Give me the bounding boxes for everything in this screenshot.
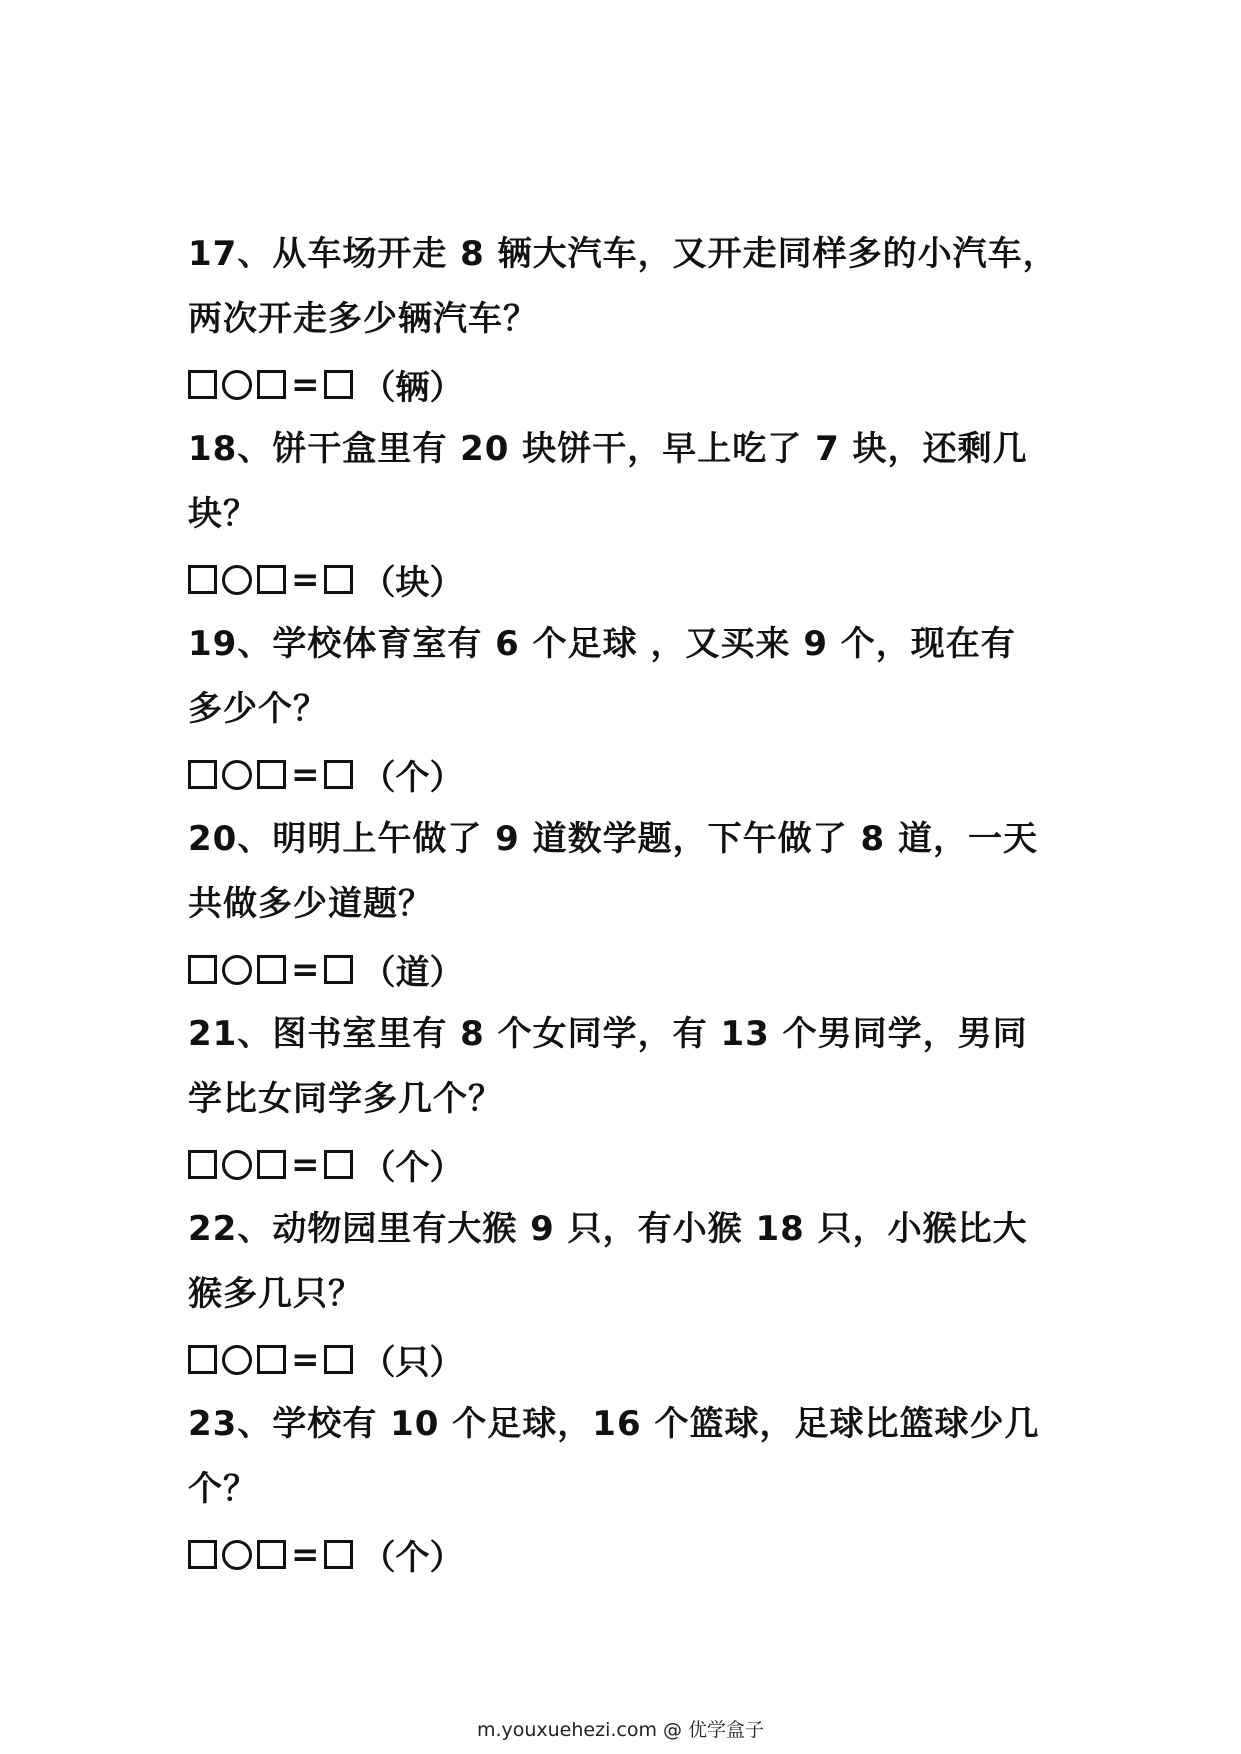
unit-label: （辆） bbox=[361, 368, 464, 408]
answer-box[interactable] bbox=[257, 565, 286, 594]
footer-watermark: m.youxuehezi.com @ 优学盒子 bbox=[476, 1719, 765, 1741]
problem-19 bbox=[188, 612, 1068, 807]
problem-17 bbox=[188, 222, 1068, 417]
problem-text-line-2: 共做多少道题？ bbox=[188, 884, 433, 924]
problem-text-line-1: 20、明明上午做了 9 道数学题，下午做了 8 道，一天 bbox=[188, 819, 1038, 859]
result-box[interactable] bbox=[324, 370, 353, 399]
answer-box[interactable] bbox=[188, 1540, 217, 1569]
answer-box[interactable] bbox=[257, 370, 286, 399]
problem-text-line-2: 块？ bbox=[188, 494, 258, 534]
answer-formula bbox=[188, 352, 1068, 417]
unit-label: （个） bbox=[361, 1538, 464, 1578]
result-box[interactable] bbox=[324, 955, 353, 984]
answer-box[interactable] bbox=[188, 370, 217, 399]
problem-text-line-2: 学比女同学多几个？ bbox=[188, 1079, 503, 1119]
unit-label: （个） bbox=[361, 758, 464, 798]
equals-sign: = bbox=[291, 1534, 320, 1575]
problem-18 bbox=[188, 417, 1068, 612]
problem-text-line-1: 18、饼干盒里有 20 块饼干，早上吃了 7 块，还剩几 bbox=[188, 429, 1028, 469]
problem-text-line-2: 个？ bbox=[188, 1469, 258, 1509]
answer-formula bbox=[188, 742, 1068, 807]
operator-circle[interactable] bbox=[222, 1540, 252, 1570]
problem-text-line-1: 17、从车场开走 8 辆大汽车，又开走同样多的小汽车， bbox=[188, 234, 1058, 274]
operator-circle[interactable] bbox=[222, 370, 252, 400]
answer-formula bbox=[188, 1522, 1068, 1587]
answer-box[interactable] bbox=[257, 1345, 286, 1374]
answer-box[interactable] bbox=[188, 565, 217, 594]
unit-label: （道） bbox=[361, 953, 464, 993]
answer-box[interactable] bbox=[257, 1540, 286, 1569]
equals-sign: = bbox=[291, 1339, 320, 1380]
unit-label: （只） bbox=[361, 1343, 464, 1383]
answer-box[interactable] bbox=[257, 760, 286, 789]
operator-circle[interactable] bbox=[222, 955, 252, 985]
answer-formula bbox=[188, 1327, 1068, 1392]
result-box[interactable] bbox=[324, 1540, 353, 1569]
operator-circle[interactable] bbox=[222, 1345, 252, 1375]
answer-formula bbox=[188, 547, 1068, 612]
result-box[interactable] bbox=[324, 565, 353, 594]
equals-sign: = bbox=[291, 559, 320, 600]
answer-box[interactable] bbox=[188, 760, 217, 789]
problem-list bbox=[188, 222, 1068, 1587]
operator-circle[interactable] bbox=[222, 760, 252, 790]
unit-label: （个） bbox=[361, 1148, 464, 1188]
answer-box[interactable] bbox=[257, 1150, 286, 1179]
problem-text-line-1: 21、图书室里有 8 个女同学，有 13 个男同学，男同 bbox=[188, 1014, 1028, 1054]
result-box[interactable] bbox=[324, 1345, 353, 1374]
problem-text-line-2: 猴多几只？ bbox=[188, 1274, 363, 1314]
answer-formula bbox=[188, 937, 1068, 1002]
equals-sign: = bbox=[291, 754, 320, 795]
unit-label: （块） bbox=[361, 563, 464, 603]
equals-sign: = bbox=[291, 949, 320, 990]
operator-circle[interactable] bbox=[222, 565, 252, 595]
answer-box[interactable] bbox=[188, 955, 217, 984]
answer-box[interactable] bbox=[257, 955, 286, 984]
answer-formula bbox=[188, 1132, 1068, 1197]
result-box[interactable] bbox=[324, 1150, 353, 1179]
problem-21 bbox=[188, 1002, 1068, 1197]
problem-23 bbox=[188, 1392, 1068, 1587]
problem-20 bbox=[188, 807, 1068, 1002]
answer-box[interactable] bbox=[188, 1150, 217, 1179]
problem-text-line-2: 两次开走多少辆汽车？ bbox=[188, 299, 538, 339]
answer-box[interactable] bbox=[188, 1345, 217, 1374]
operator-circle[interactable] bbox=[222, 1150, 252, 1180]
problem-22 bbox=[188, 1197, 1068, 1392]
equals-sign: = bbox=[291, 1144, 320, 1185]
problem-text-line-1: 19、学校体育室有 6 个足球 ，又买来 9 个，现在有 bbox=[188, 624, 1016, 664]
problem-text-line-1: 22、动物园里有大猴 9 只，有小猴 18 只，小猴比大 bbox=[188, 1209, 1028, 1249]
problem-text-line-2: 多少个？ bbox=[188, 689, 328, 729]
problem-text-line-1: 23、学校有 10 个足球，16 个篮球，足球比篮球少几 bbox=[188, 1404, 1040, 1444]
equals-sign: = bbox=[291, 364, 320, 405]
result-box[interactable] bbox=[324, 760, 353, 789]
